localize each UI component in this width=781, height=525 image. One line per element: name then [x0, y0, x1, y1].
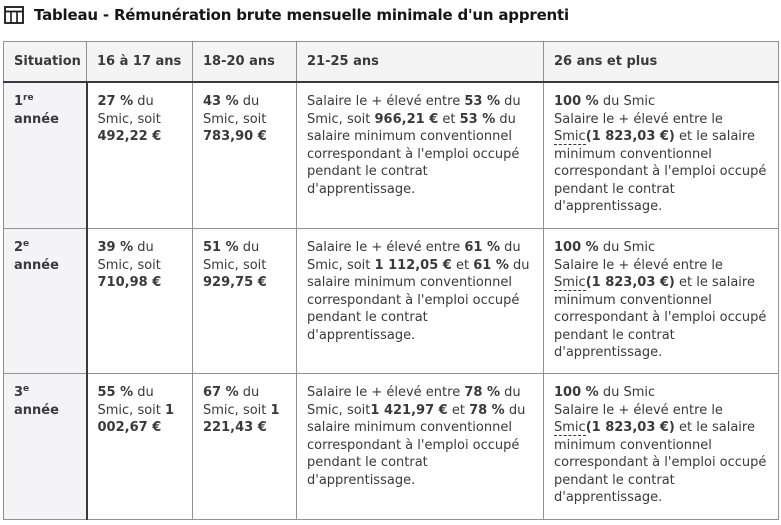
header-age-21-25: 21-25 ans — [297, 42, 544, 83]
header-age-18-20: 18-20 ans — [193, 42, 297, 83]
situation-cell: 1re année — [4, 82, 87, 229]
cell-age-18-20: 67 % du Smic, soit 1 221,43 € — [193, 374, 297, 520]
header-age-16-17: 16 à 17 ans — [87, 42, 193, 83]
cell-age-21-25: Salaire le + élevé entre 78 % du Smic, soit1 421,97 € et 78 % du salaire minimum conventionnel correspondant à l'emploi occupé pendant le contrat d'apprentissage. — [297, 374, 544, 520]
header-situation: Situation — [4, 42, 87, 83]
table-header-row — [4, 42, 779, 83]
smic-abbreviation[interactable]: Smic — [554, 275, 586, 290]
cell-age-21-25: Salaire le + élevé entre 53 % du Smic, soit 966,21 € et 53 % du salaire minimum conventionnel correspondant à l'emploi occupé pendant le contrat d'apprentissage. — [297, 82, 544, 229]
table-row — [4, 82, 779, 229]
cell-age-16-17: 27 % du Smic, soit 492,22 € — [87, 82, 193, 229]
apprentice-salary-table — [3, 41, 779, 520]
situation-cell: 2e année — [4, 229, 87, 374]
smic-abbreviation[interactable]: Smic — [554, 420, 586, 435]
situation-cell: 3e année — [4, 374, 87, 520]
smic-abbreviation[interactable]: Smic — [554, 129, 586, 144]
cell-age-18-20: 43 % du Smic, soit 783,90 € — [193, 82, 297, 229]
table-row — [4, 229, 779, 374]
cell-age-16-17: 39 % du Smic, soit 710,98 € — [87, 229, 193, 374]
table-row — [4, 374, 779, 520]
table-caption — [4, 3, 569, 27]
table-icon — [4, 6, 24, 24]
cell-age-16-17: 55 % du Smic, soit 1 002,67 € — [87, 374, 193, 520]
cell-age-18-20: 51 % du Smic, soit 929,75 € — [193, 229, 297, 374]
cell-age-26-plus: 100 % du Smic Salaire le + élevé entre le Smic(1 823,03 €) et le salaire minimum conventionnel correspondant à l'emploi occupé pendant le contrat d'apprentissage. — [544, 82, 779, 229]
cell-age-26-plus: 100 % du Smic Salaire le + élevé entre le Smic(1 823,03 €) et le salaire minimum conventionnel correspondant à l'emploi occupé pendant le contrat d'apprentissage. — [544, 229, 779, 374]
cell-age-21-25: Salaire le + élevé entre 61 % du Smic, soit 1 112,05 € et 61 % du salaire minimum conventionnel correspondant à l'emploi occupé pendant le contrat d'apprentissage. — [297, 229, 544, 374]
header-age-26-plus: 26 ans et plus — [544, 42, 779, 83]
cell-age-26-plus: 100 % du Smic Salaire le + élevé entre le Smic(1 823,03 €) et le salaire minimum conventionnel correspondant à l'emploi occupé pendant le contrat d'apprentissage. — [544, 374, 779, 520]
table-title: Tableau - Rémunération brute mensuelle minimale d'un apprenti — [34, 6, 569, 24]
